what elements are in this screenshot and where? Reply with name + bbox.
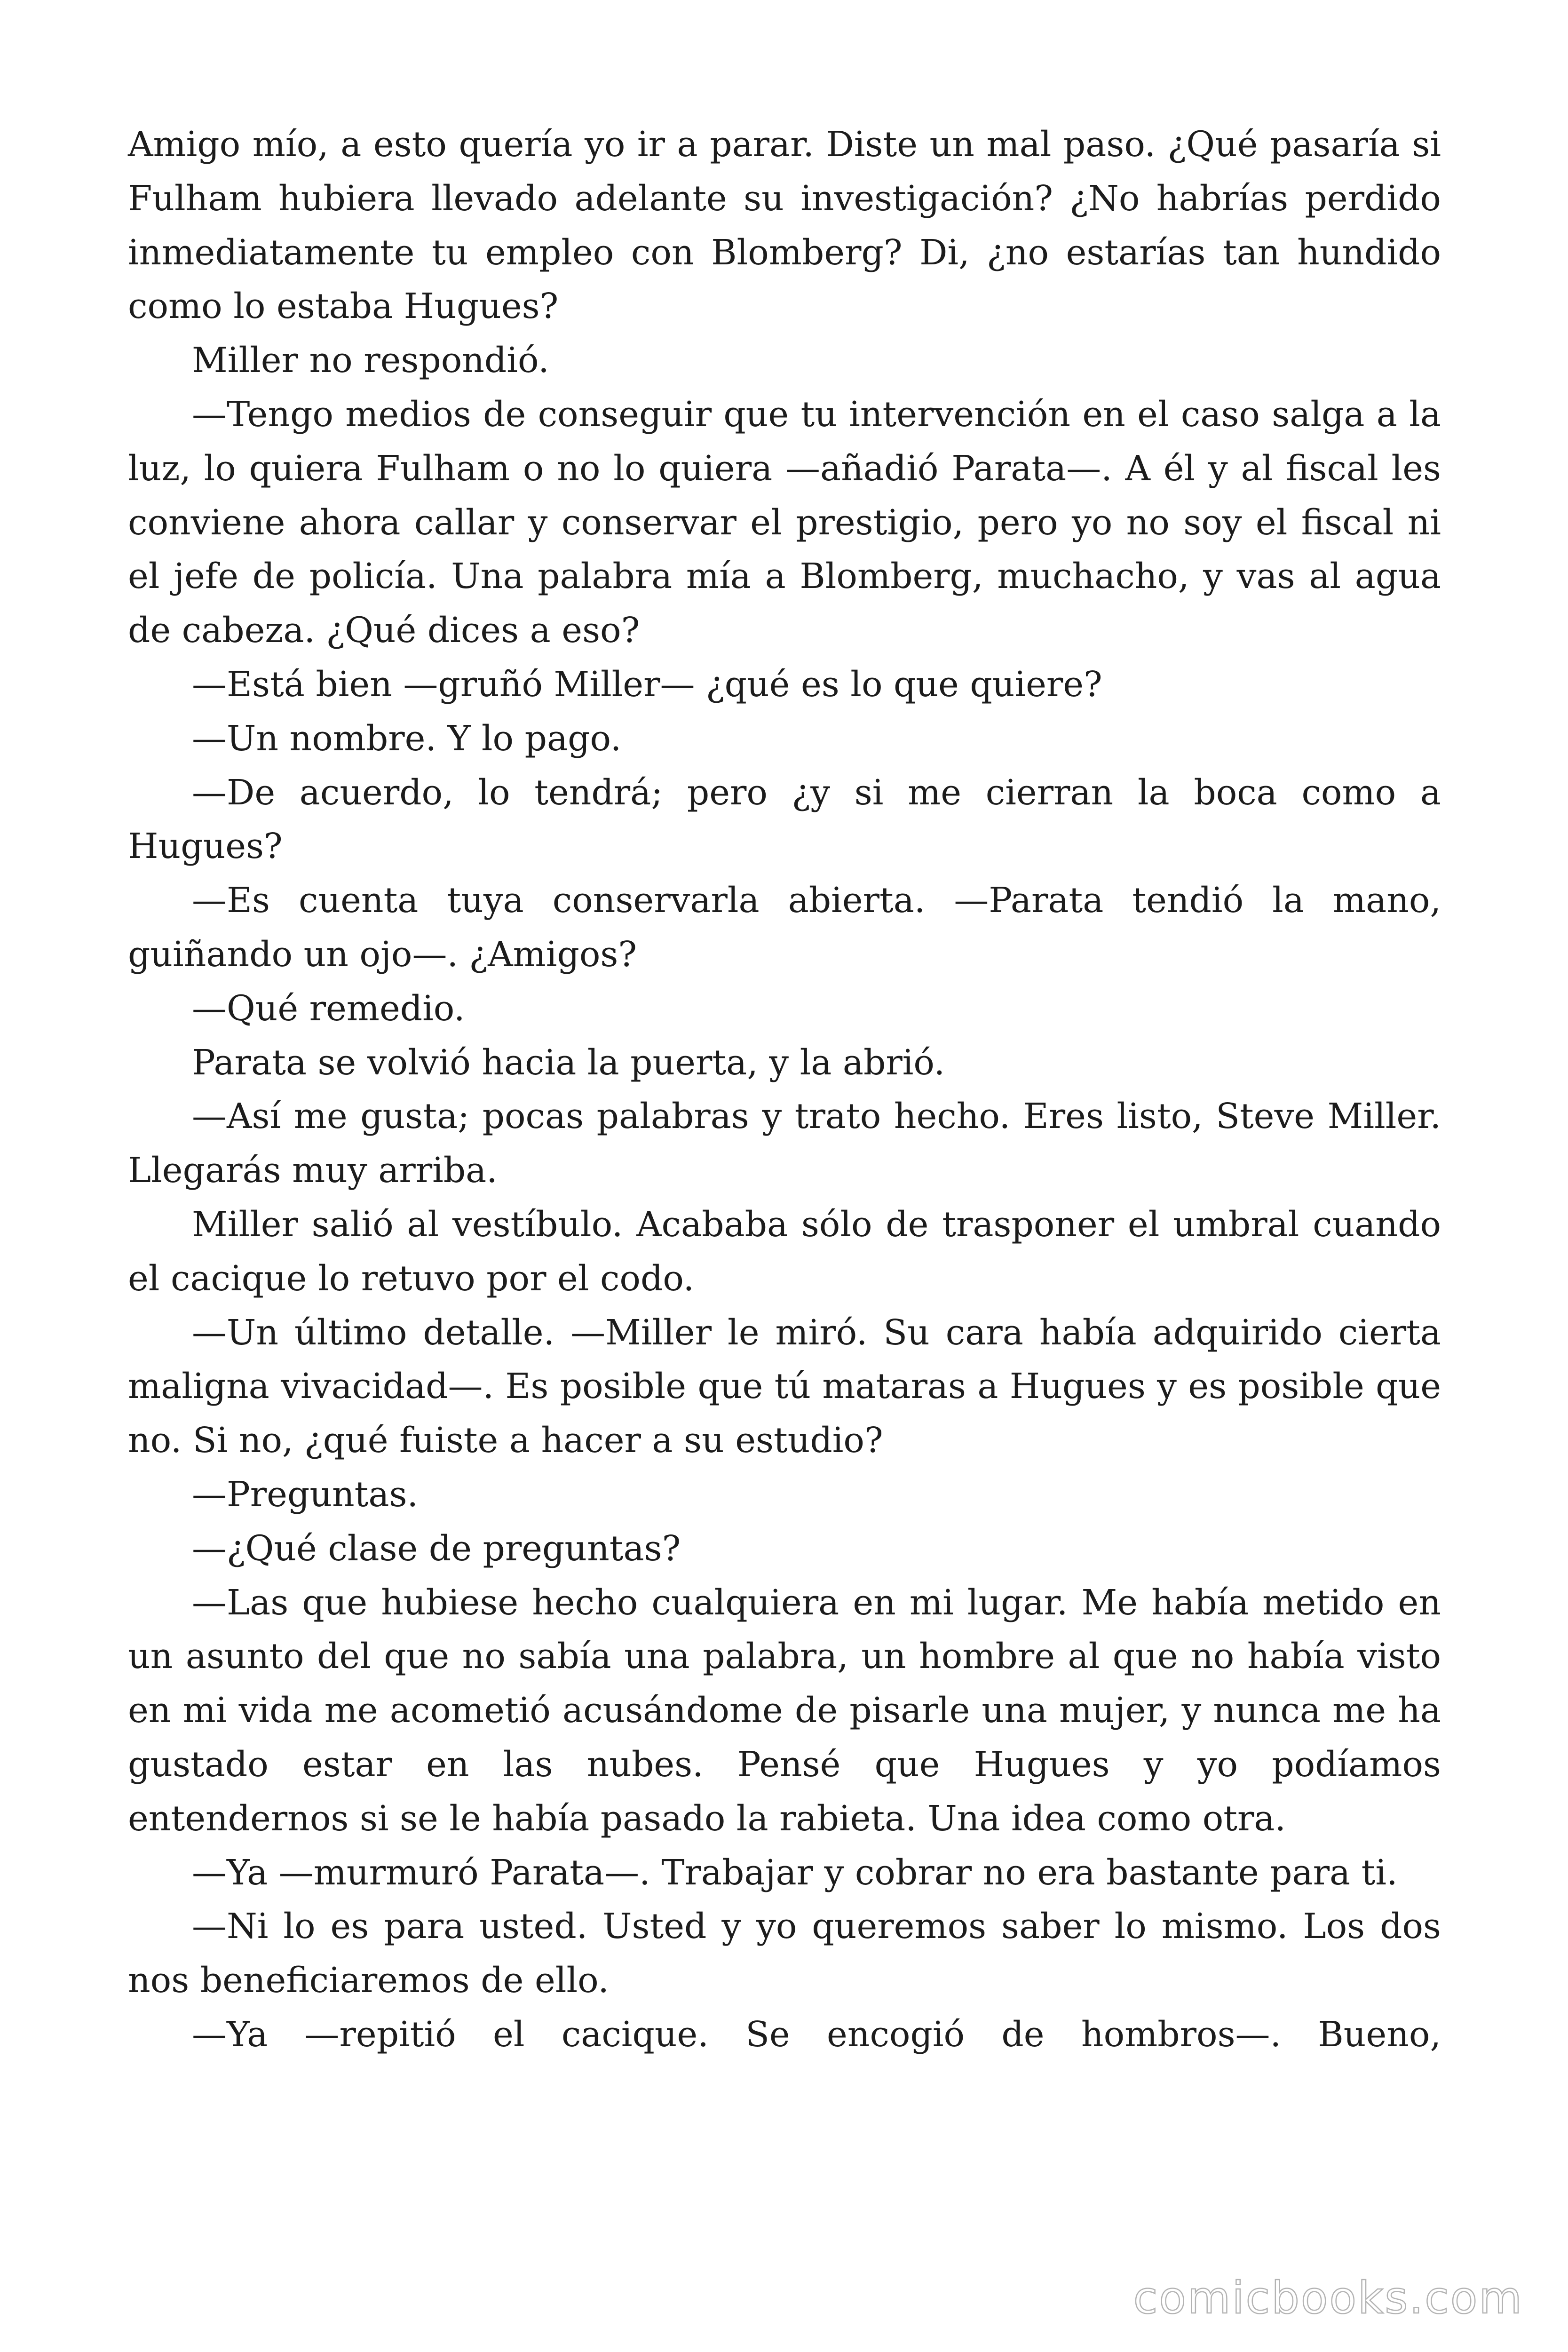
- paragraph: —Tengo medios de conseguir que tu intervención en el caso salga a la luz, lo quiera Fulham o no lo quiera —añadió Parata—. A él y al fiscal les conviene ahora callar y conservar el prestigio, pero yo no soy el fiscal ni el jefe de policía. Una palabra mía a Blomberg, muchacho, y vas al agua de cabeza. ¿Qué dices a eso?: [128, 394, 1441, 651]
- paragraph: Miller salió al vestíbulo. Acababa sólo de trasponer el umbral cuando el cacique lo retuvo por el codo.: [128, 1204, 1441, 1299]
- paragraph: Miller no respondió.: [192, 340, 549, 381]
- paragraph: —Un nombre. Y lo pago.: [192, 718, 622, 759]
- paragraph: —Ya —murmuró Parata—. Trabajar y cobrar no era bastante para ti.: [192, 1852, 1398, 1893]
- paragraph: —Un último detalle. —Miller le miró. Su cara había adquirido cierta maligna vivacidad—. Es posible que tú mataras a Hugues y es posible que no. Si no, ¿qué fuiste a hacer a su estudio?: [128, 1312, 1441, 1461]
- paragraph: —¿Qué clase de preguntas?: [192, 1528, 681, 1569]
- paragraph: —Así me gusta; pocas palabras y trato hecho. Eres listo, Steve Miller. Llegarás muy arriba.: [128, 1096, 1441, 1191]
- paragraph: —Es cuenta tuya conservarla abierta. —Parata tendió la mano, guiñando un ojo—. ¿Amigos?: [128, 880, 1441, 975]
- paragraph: Amigo mío, a esto quería yo ir a parar. Diste un mal paso. ¿Qué pasaría si Fulham hubiera llevado adelante su investigación? ¿No habrías perdido inmediatamente tu empleo con Blomberg? Di, ¿no estarías tan hundido como lo estaba Hugues?: [128, 124, 1441, 327]
- paragraph: —Está bien —gruñó Miller— ¿qué es lo que quiere?: [192, 664, 1102, 705]
- book-page-text: [128, 118, 1441, 2062]
- paragraph: —Preguntas.: [192, 1474, 418, 1515]
- paragraph: —Las que hubiese hecho cualquiera en mi lugar. Me había metido en un asunto del que no sabía una palabra, un hombre al que no había visto en mi vida me acometió acusándome de pisarle una mujer, y nunca me ha gustado estar en las nubes. Pensé que Hugues y yo podíamos entendernos si se le había pasado la rabieta. Una idea como otra.: [128, 1582, 1441, 1839]
- paragraph: —De acuerdo, lo tendrá; pero ¿y si me cierran la boca como a Hugues?: [128, 772, 1441, 867]
- watermark: comicbooks.com: [1133, 2273, 1523, 2324]
- paragraph: —Ni lo es para usted. Usted y yo queremos saber lo mismo. Los dos nos beneficiaremos de ello.: [128, 1906, 1441, 2001]
- paragraph: —Qué remedio.: [192, 988, 465, 1029]
- paragraph: Parata se volvió hacia la puerta, y la abrió.: [192, 1042, 945, 1083]
- paragraph: —Ya —repitió el cacique. Se encogió de hombros—. Bueno,: [192, 2014, 1441, 2055]
